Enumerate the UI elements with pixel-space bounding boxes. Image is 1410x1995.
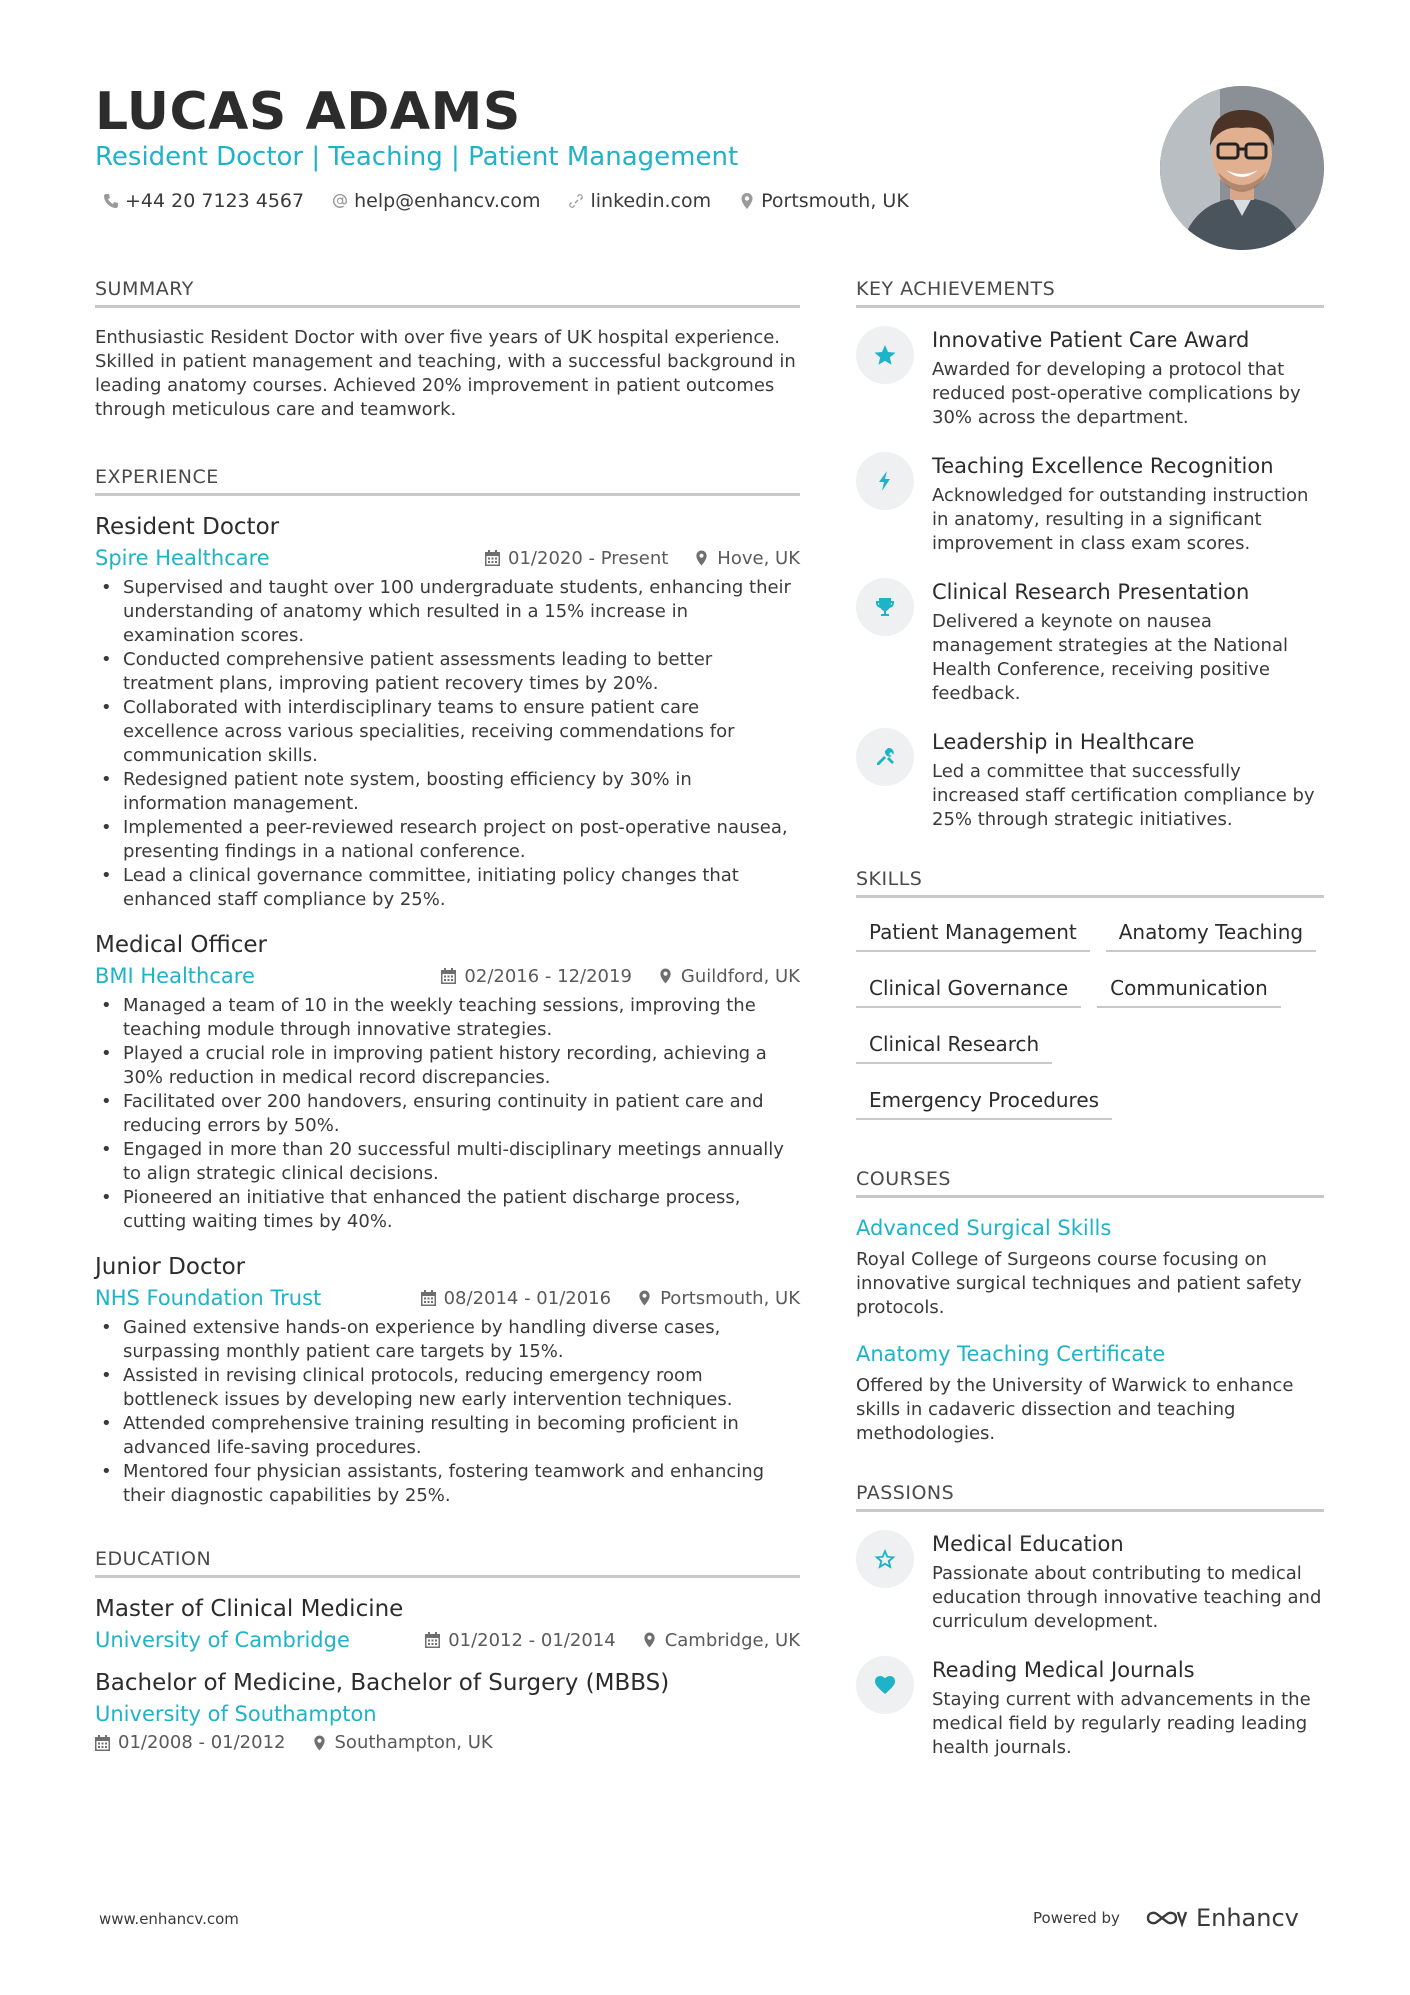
section-heading: EDUCATION bbox=[95, 1548, 800, 1578]
section-heading: KEY ACHIEVEMENTS bbox=[856, 278, 1324, 308]
section-heading: COURSES bbox=[856, 1168, 1324, 1198]
skills-list bbox=[856, 916, 1324, 1120]
list-item: • Conducted comprehensive patient assessments leading to better treatment plans, improving patient recovery times by 20%. bbox=[95, 648, 800, 696]
location-icon bbox=[658, 968, 673, 984]
course-title: Advanced Surgical Skills bbox=[856, 1216, 1112, 1240]
job-location: Portsmouth, UK bbox=[660, 1287, 800, 1309]
job-meta bbox=[95, 964, 800, 988]
achievement-item bbox=[856, 452, 1324, 556]
list-item: • Implemented a peer-reviewed research project on post-operative nausea, presenting findings in a national conference. bbox=[95, 816, 800, 864]
education-entry bbox=[95, 1670, 800, 1753]
job-title: Resident Doctor bbox=[95, 514, 280, 540]
job-title: Medical Officer bbox=[95, 932, 268, 958]
list-item: • Played a crucial role in improving patient history recording, achieving a 30% reduction in medical record discrepancies. bbox=[95, 1042, 800, 1090]
tools-icon bbox=[873, 745, 897, 769]
calendar-icon bbox=[421, 1290, 436, 1306]
calendar-icon bbox=[95, 1735, 110, 1751]
section-heading: EXPERIENCE bbox=[95, 466, 800, 496]
job-bullets bbox=[95, 1316, 800, 1508]
skills-section bbox=[856, 868, 1324, 1120]
section-heading: SUMMARY bbox=[95, 278, 800, 308]
footer-website-link[interactable]: www.enhancv.com bbox=[99, 1910, 239, 1928]
skill-tag: Emergency Procedures bbox=[856, 1084, 1112, 1120]
powered-by-label: Powered by bbox=[1033, 1909, 1120, 1927]
job-dates: 08/2014 - 01/2016 bbox=[443, 1287, 612, 1309]
calendar-icon bbox=[485, 550, 500, 566]
contact-phone[interactable] bbox=[103, 190, 304, 212]
courses-section bbox=[856, 1168, 1324, 1446]
school-name: University of Cambridge bbox=[95, 1628, 350, 1652]
passion-desc: Staying current with advancements in the medical field by regularly reading leading health journals. bbox=[932, 1689, 1311, 1758]
contact-linkedin[interactable] bbox=[568, 190, 711, 212]
footer-branding bbox=[1033, 1904, 1299, 1932]
contact-text: linkedin.com bbox=[590, 190, 712, 212]
experience-section bbox=[95, 466, 800, 1508]
achievement-title: Teaching Excellence Recognition bbox=[932, 454, 1274, 478]
education-dates: 01/2012 - 01/2014 bbox=[448, 1629, 616, 1651]
education-dates: 01/2008 - 01/2012 bbox=[118, 1732, 286, 1753]
achievement-desc: Led a committee that successfully increased staff certification compliance by 25% through strategic initiatives. bbox=[932, 761, 1315, 830]
summary-text: Enthusiastic Resident Doctor with over five years of UK hospital experience. Skilled in patient management and teaching, with a successful background in leading anatomy courses. Achieved 20% improvement in patient outcomes through meticulous care and teamwork. bbox=[95, 327, 796, 420]
summary-section bbox=[95, 278, 800, 422]
company-name: BMI Healthcare bbox=[95, 964, 255, 988]
passion-title: Reading Medical Journals bbox=[932, 1658, 1195, 1682]
education-entry bbox=[95, 1596, 800, 1652]
lightning-icon bbox=[873, 469, 897, 493]
achievement-item bbox=[856, 578, 1324, 706]
job-dates: 01/2020 - Present bbox=[508, 547, 669, 569]
contact-email[interactable] bbox=[332, 190, 540, 212]
brand-logo[interactable] bbox=[1144, 1904, 1299, 1932]
contact-text: +44 20 7123 4567 bbox=[125, 190, 305, 212]
company-name: Spire Healthcare bbox=[95, 546, 270, 570]
location-icon bbox=[739, 193, 755, 209]
education-location: Southampton, UK bbox=[334, 1732, 493, 1753]
list-item: • Mentored four physician assistants, fostering teamwork and enhancing their diagnostic capabilities by 25%. bbox=[95, 1460, 800, 1508]
list-item: • Engaged in more than 20 successful multi-disciplinary meetings annually to align strategic clinical decisions. bbox=[95, 1138, 800, 1186]
degree-title: Bachelor of Medicine, Bachelor of Surgery (MBBS) bbox=[95, 1670, 670, 1696]
passion-item bbox=[856, 1530, 1324, 1634]
achievement-title: Innovative Patient Care Award bbox=[932, 328, 1250, 352]
skill-tag: Clinical Research bbox=[856, 1028, 1052, 1064]
left-column bbox=[95, 278, 800, 1771]
passions-section bbox=[856, 1482, 1324, 1760]
job-entry bbox=[95, 514, 800, 912]
list-item: • Pioneered an initiative that enhanced the patient discharge process, cutting waiting times by 40%. bbox=[95, 1186, 800, 1234]
course-title: Anatomy Teaching Certificate bbox=[856, 1342, 1166, 1366]
list-item: • Gained extensive hands-on experience by handling diverse cases, surpassing monthly patient care targets by 15%. bbox=[95, 1316, 800, 1364]
list-item: • Lead a clinical governance committee, initiating policy changes that enhanced staff compliance by 25%. bbox=[95, 864, 800, 912]
achievement-item bbox=[856, 728, 1324, 832]
achievement-title: Clinical Research Presentation bbox=[932, 580, 1250, 604]
education-location: Cambridge, UK bbox=[664, 1629, 800, 1651]
course-item bbox=[856, 1216, 1324, 1320]
job-dates: 02/2016 - 12/2019 bbox=[464, 965, 632, 987]
achievement-desc: Delivered a keynote on nausea management strategies at the National Health Conference, receiving positive feedback. bbox=[932, 611, 1288, 704]
enhancv-logo-icon bbox=[1144, 1906, 1188, 1930]
course-desc: Royal College of Surgeons course focusing on innovative surgical techniques and patient safety protocols. bbox=[856, 1249, 1302, 1318]
skill-tag: Patient Management bbox=[856, 916, 1090, 952]
passion-title: Medical Education bbox=[932, 1532, 1124, 1556]
list-item: • Facilitated over 200 handovers, ensuring continuity in patient care and reducing errors by 50%. bbox=[95, 1090, 800, 1138]
achievement-desc: Acknowledged for outstanding instruction in anatomy, resulting in a significant improvement in class exam scores. bbox=[932, 485, 1309, 554]
list-item: • Redesigned patient note system, boosting efficiency by 30% in information management. bbox=[95, 768, 800, 816]
school-name: University of Southampton bbox=[95, 1702, 377, 1726]
list-item: • Assisted in revising clinical protocols, reducing emergency room bottleneck issues by developing new early intervention techniques. bbox=[95, 1364, 800, 1412]
company-name: NHS Foundation Trust bbox=[95, 1286, 322, 1310]
heart-icon bbox=[873, 1673, 897, 1697]
star-outline-icon bbox=[873, 1547, 897, 1571]
skill-tag: Anatomy Teaching bbox=[1106, 916, 1316, 952]
passion-item bbox=[856, 1656, 1324, 1760]
location-icon bbox=[312, 1735, 327, 1751]
skill-tag: Communication bbox=[1097, 972, 1281, 1008]
achievement-desc: Awarded for developing a protocol that reduced post-operative complications by 30% across the department. bbox=[932, 359, 1301, 428]
right-column bbox=[856, 278, 1324, 1782]
at-icon bbox=[332, 193, 348, 209]
education-section bbox=[95, 1548, 800, 1753]
location-icon bbox=[694, 550, 709, 566]
contact-text: Portsmouth, UK bbox=[761, 190, 909, 212]
list-item: • Collaborated with interdisciplinary teams to ensure patient care excellence across various specialities, receiving commendations for communication skills. bbox=[95, 696, 800, 768]
job-title: Junior Doctor bbox=[95, 1254, 246, 1280]
candidate-title: Resident Doctor | Teaching | Patient Management bbox=[95, 142, 739, 172]
phone-icon bbox=[103, 193, 119, 209]
contact-bar bbox=[103, 190, 909, 212]
degree-title: Master of Clinical Medicine bbox=[95, 1596, 404, 1622]
section-heading: PASSIONS bbox=[856, 1482, 1324, 1512]
section-heading: SKILLS bbox=[856, 868, 1324, 898]
profile-photo bbox=[1160, 86, 1324, 250]
achievement-title: Leadership in Healthcare bbox=[932, 730, 1195, 754]
candidate-name: LUCAS ADAMS bbox=[95, 82, 521, 142]
brand-name: Enhancv bbox=[1195, 1904, 1299, 1932]
job-entry bbox=[95, 932, 800, 1234]
job-location: Guildford, UK bbox=[680, 965, 800, 987]
calendar-icon bbox=[425, 1632, 440, 1648]
skill-tag: Clinical Governance bbox=[856, 972, 1081, 1008]
job-bullets bbox=[95, 994, 800, 1234]
course-item bbox=[856, 1342, 1324, 1446]
star-icon bbox=[873, 343, 897, 367]
link-icon bbox=[568, 193, 584, 209]
contact-location bbox=[739, 190, 909, 212]
course-desc: Offered by the University of Warwick to enhance skills in cadaveric dissection and teaching methodologies. bbox=[856, 1375, 1294, 1444]
achievements-section bbox=[856, 278, 1324, 832]
calendar-icon bbox=[441, 968, 456, 984]
contact-text: help@enhancv.com bbox=[354, 190, 541, 212]
achievement-item bbox=[856, 326, 1324, 430]
job-meta bbox=[95, 546, 800, 570]
job-location: Hove, UK bbox=[717, 547, 800, 569]
passion-desc: Passionate about contributing to medical education through innovative teaching and curriculum development. bbox=[932, 1563, 1322, 1632]
job-entry bbox=[95, 1254, 800, 1508]
location-icon bbox=[637, 1290, 652, 1306]
trophy-icon bbox=[873, 595, 897, 619]
list-item: • Supervised and taught over 100 undergraduate students, enhancing their understanding of anatomy which resulted in a 15% increase in examination scores. bbox=[95, 576, 800, 648]
job-meta bbox=[95, 1286, 800, 1310]
job-bullets bbox=[95, 576, 800, 912]
location-icon bbox=[642, 1632, 657, 1648]
list-item: • Attended comprehensive training resulting in becoming proficient in advanced life-saving procedures. bbox=[95, 1412, 800, 1460]
list-item: • Managed a team of 10 in the weekly teaching sessions, improving the teaching module through innovative strategies. bbox=[95, 994, 800, 1042]
